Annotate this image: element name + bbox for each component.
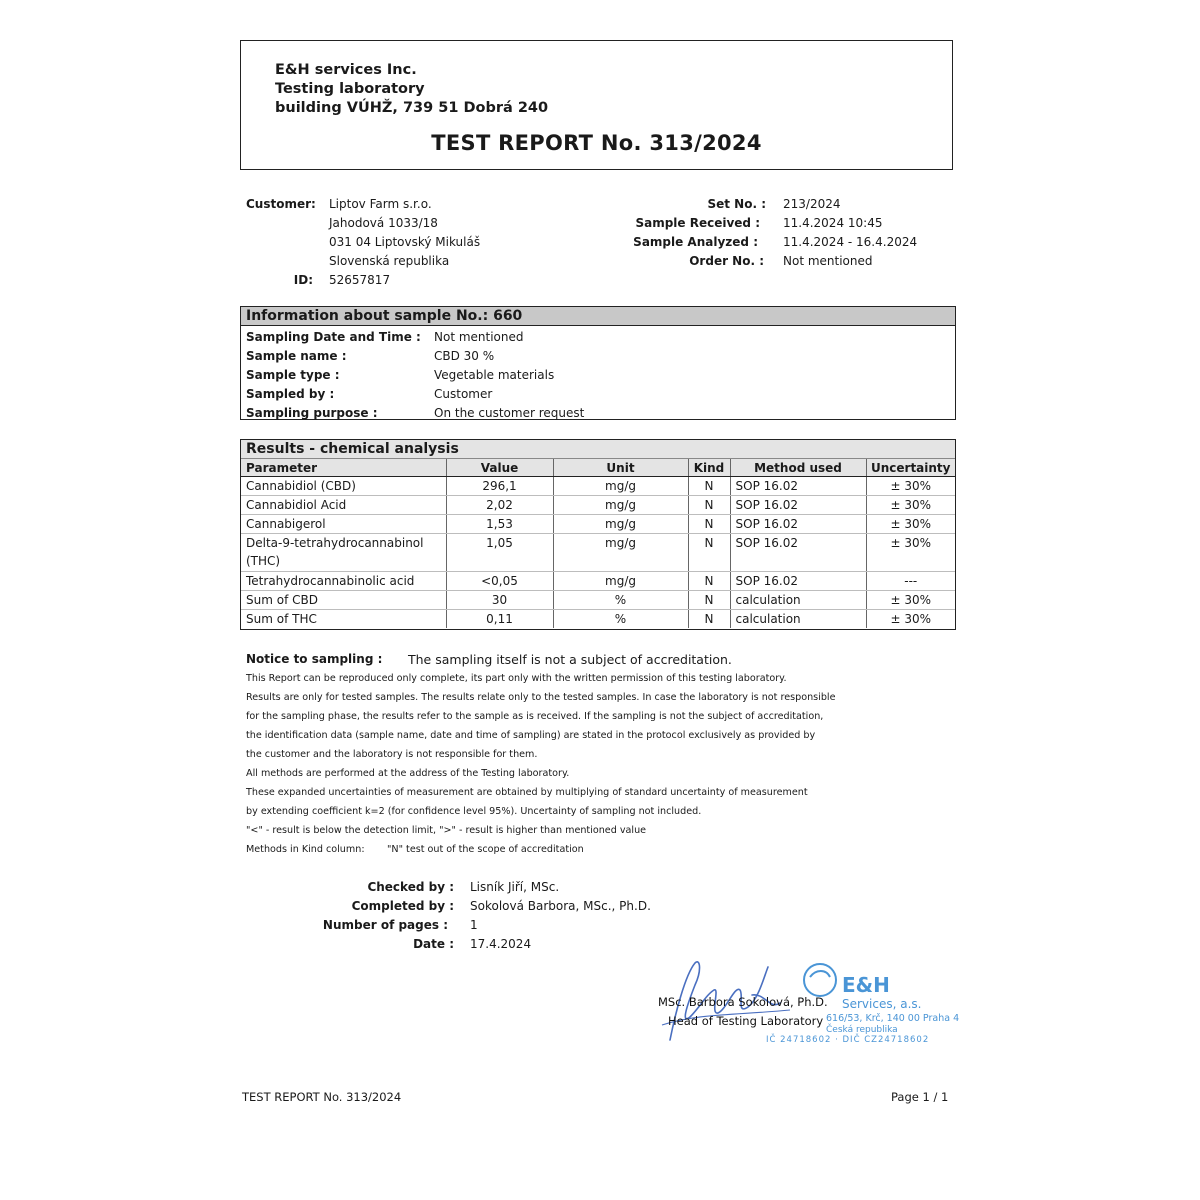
cell-value: <0,05 [446, 572, 553, 591]
note-line: All methods are performed at the address of the Testing laboratory. [246, 768, 570, 779]
cell-parameter: Cannabidiol Acid [241, 496, 446, 515]
order-no-value: Not mentioned [783, 254, 873, 268]
stamp-line: Česká republika [826, 1025, 898, 1035]
cell-kind: N [688, 515, 730, 534]
checked-by-value: Lisník Jiří, MSc. [470, 880, 560, 894]
cell-kind: N [688, 572, 730, 591]
sample-info-row [246, 330, 524, 344]
sample-info-row [246, 368, 554, 382]
table-row [241, 477, 955, 496]
date-value: 17.4.2024 [470, 937, 532, 951]
cell-parameter: Sum of CBD [241, 591, 446, 610]
customer-id-label: ID: [293, 273, 313, 287]
cell-kind: N [688, 591, 730, 610]
col-header-unit: Unit [553, 459, 688, 477]
cell-method: SOP 16.02 [730, 496, 866, 515]
table-row [241, 515, 955, 534]
sample-info-title: Information about sample No.: 660 [241, 307, 955, 326]
cell-uncertainty: ± 30% [866, 591, 955, 610]
sample-info-label: Sampled by : [246, 387, 335, 401]
note-line: Results are only for tested samples. The results relate only to the tested samples. In case the laboratory is not responsible [246, 692, 836, 703]
signer-name: MSc. Barbora Sokolová, Ph.D. [658, 995, 828, 1009]
sample-info-label: Sampling purpose : [246, 406, 378, 420]
stamp-brand: E&H [842, 973, 890, 997]
cell-value: 1,05 [446, 534, 553, 572]
cell-unit: mg/g [553, 534, 688, 572]
cell-kind: N [688, 610, 730, 629]
completed-by-value: Sokolová Barbora, MSc., Ph.D. [470, 899, 651, 913]
date-label: Date : [413, 937, 454, 951]
set-no-label: Set No. : [707, 197, 766, 211]
col-header-uncertainty: Uncertainty [866, 459, 955, 477]
cell-parameter [241, 534, 446, 572]
sample-info-row [246, 406, 584, 420]
completed-by-label: Completed by : [351, 899, 454, 913]
note-line: This Report can be reproduced only complete, its part only with the written permission of this testing laboratory. [246, 673, 787, 684]
customer-street: Jahodová 1033/18 [329, 216, 438, 230]
note-line: by extending coefficient k=2 (for confidence level 95%). Uncertainty of sampling not included. [246, 806, 702, 817]
cell-value: 0,11 [446, 610, 553, 629]
table-row [241, 591, 955, 610]
customer-label: Customer: [246, 197, 316, 211]
cell-parameter: Cannabidiol (CBD) [241, 477, 446, 496]
sample-received-label: Sample Received : [635, 216, 760, 230]
col-header-method: Method used [730, 459, 866, 477]
results-title: Results - chemical analysis [241, 440, 955, 459]
results-header-row [241, 459, 955, 477]
cell-kind: N [688, 534, 730, 572]
cell-parameter: Tetrahydrocannabinolic acid [241, 572, 446, 591]
notice-text: The sampling itself is not a subject of accreditation. [408, 652, 732, 667]
cell-unit: % [553, 591, 688, 610]
cell-uncertainty: --- [866, 572, 955, 591]
cell-uncertainty: ± 30% [866, 534, 955, 572]
sample-info-label: Sample name : [246, 349, 347, 363]
sample-info-value: Vegetable materials [434, 368, 555, 382]
table-row [241, 610, 955, 629]
cell-kind: N [688, 477, 730, 496]
footer-page-number: Page 1 / 1 [891, 1090, 949, 1104]
cell-unit: % [553, 610, 688, 629]
stamp-line: 616/53, Krč, 140 00 Praha 4 [826, 1013, 960, 1024]
pages-value: 1 [470, 918, 478, 932]
sample-info-label: Sampling Date and Time : [246, 330, 421, 344]
lab-name: Testing laboratory [275, 81, 425, 97]
cell-parameter-name: Delta-9-tetrahydrocannabinol [246, 536, 424, 550]
note-line: for the sampling phase, the results refer to the sample as is received. If the sampling is not the subject of accreditation, [246, 711, 824, 722]
company-stamp [640, 955, 960, 1055]
cell-unit: mg/g [553, 515, 688, 534]
cell-unit: mg/g [553, 477, 688, 496]
order-no-label: Order No. : [689, 254, 764, 268]
cell-value: 296,1 [446, 477, 553, 496]
cell-uncertainty: ± 30% [866, 477, 955, 496]
cell-uncertainty: ± 30% [866, 496, 955, 515]
sample-info-row [246, 387, 492, 401]
sample-received-value: 11.4.2024 10:45 [783, 216, 883, 230]
customer-city: 031 04 Liptovský Mikuláš [329, 235, 481, 249]
col-header-kind: Kind [688, 459, 730, 477]
cell-value: 30 [446, 591, 553, 610]
notice-label: Notice to sampling : [246, 652, 383, 666]
signer-role: Head of Testing Laboratory [668, 1014, 824, 1028]
footer-report-no: TEST REPORT No. 313/2024 [242, 1090, 402, 1104]
notice-to-sampling [246, 652, 732, 667]
sample-info-value: Customer [434, 387, 493, 401]
cell-value: 1,53 [446, 515, 553, 534]
customer-name: Liptov Farm s.r.o. [329, 197, 432, 211]
note-line: These expanded uncertainties of measurement are obtained by multiplying of standard uncertainty of measurement [246, 787, 808, 798]
pages-label: Number of pages : [322, 918, 448, 932]
report-header [240, 40, 953, 170]
stamp-line: Services, a.s. [842, 997, 922, 1011]
sample-analyzed-value: 11.4.2024 - 16.4.2024 [783, 235, 918, 249]
report-title: TEST REPORT No. 313/2024 [431, 131, 762, 155]
col-header-value: Value [446, 459, 553, 477]
cell-parameter: Cannabigerol [241, 515, 446, 534]
lab-address: building VÚHŽ, 739 51 Dobrá 240 [275, 100, 549, 116]
sample-info-label: Sample type : [246, 368, 340, 382]
cell-method: SOP 16.02 [730, 515, 866, 534]
kind-label: Methods in Kind column: [246, 844, 365, 855]
sample-info-box [240, 306, 956, 420]
kind-text: "N" test out of the scope of accreditation [387, 844, 584, 855]
note-line: the identification data (sample name, date and time of sampling) are stated in the protocol exclusively as provided by [246, 730, 816, 741]
cell-uncertainty: ± 30% [866, 515, 955, 534]
results-box [240, 439, 956, 630]
stamp-line: IČ 24718602 · DIČ CZ24718602 [766, 1035, 930, 1045]
set-no-value: 213/2024 [783, 197, 841, 211]
note-line: the customer and the laboratory is not responsible for them. [246, 749, 538, 760]
cell-unit: mg/g [553, 572, 688, 591]
cell-method: SOP 16.02 [730, 477, 866, 496]
cell-unit: mg/g [553, 496, 688, 515]
cell-parameter-suffix: (THC) [246, 554, 281, 568]
cell-method: calculation [730, 610, 866, 629]
cell-parameter: Sum of THC [241, 610, 446, 629]
cell-method: calculation [730, 591, 866, 610]
results-table [241, 459, 955, 628]
checked-by-label: Checked by : [367, 880, 454, 894]
customer-country: Slovenská republika [329, 254, 450, 268]
table-row [241, 572, 955, 591]
col-header-parameter: Parameter [241, 459, 446, 477]
cell-uncertainty: ± 30% [890, 612, 932, 626]
table-row [241, 496, 955, 515]
sample-info-value: Not mentioned [434, 330, 524, 344]
company-name: E&H services Inc. [275, 62, 417, 78]
sample-info-value: On the customer request [434, 406, 585, 420]
sample-analyzed-label: Sample Analyzed : [633, 235, 758, 249]
table-row [241, 534, 955, 572]
sample-info-row [246, 349, 494, 363]
cell-method: SOP 16.02 [730, 534, 866, 572]
kind-note [246, 844, 584, 855]
sample-info-value: CBD 30 % [434, 349, 495, 363]
cell-method: SOP 16.02 [730, 572, 866, 591]
customer-id: 52657817 [329, 273, 391, 287]
cell-kind: N [688, 496, 730, 515]
note-line: "<" - result is below the detection limit, ">" - result is higher than mentioned value [246, 825, 647, 836]
cell-value: 2,02 [446, 496, 553, 515]
